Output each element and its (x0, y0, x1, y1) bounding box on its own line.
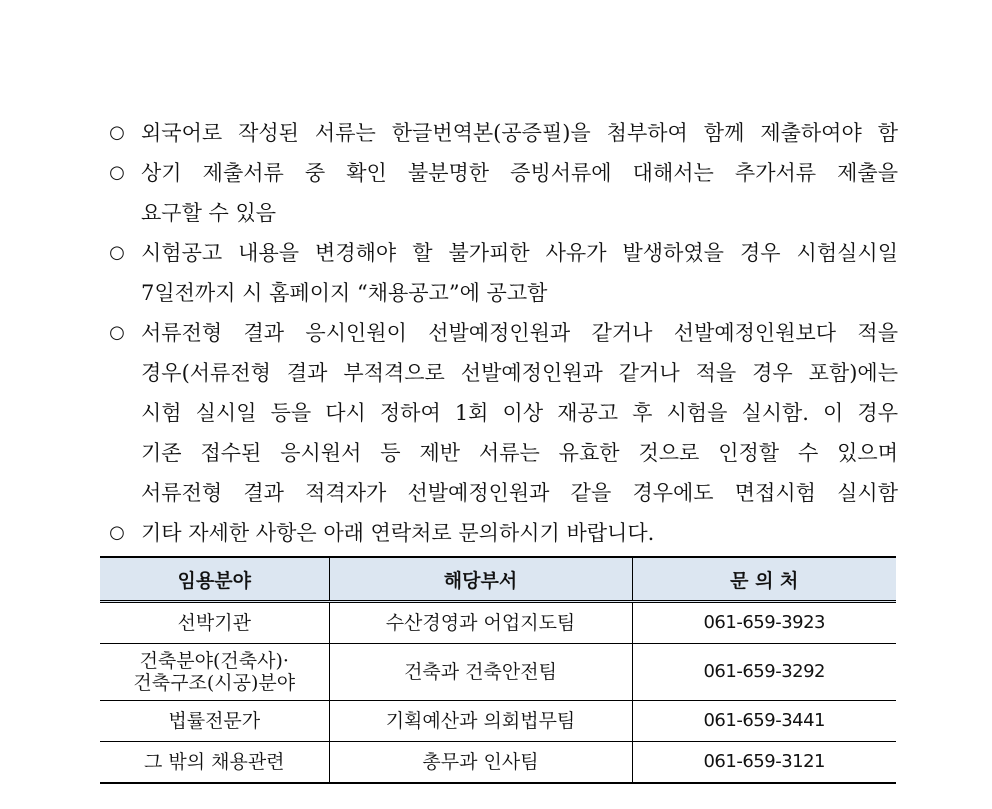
notice-line: 7일전까지 시 홈페이지 “채용공고”에 공고함 (141, 281, 548, 305)
notice-line: 경우(서류전형 결과 부적격으로 선발예정인원과 같거나 적을 경우 포함)에는 (141, 361, 898, 385)
notice-line: 서류전형 결과 응시인원이 선발예정인원과 같거나 선발예정인원보다 적을 (141, 321, 898, 345)
notice-list (108, 113, 898, 553)
table-row (100, 701, 896, 742)
notice-item (108, 513, 898, 553)
table-row (100, 644, 896, 701)
notice-line: 상기 제출서류 중 확인 불분명한 증빙서류에 대해서는 추가서류 제출을 (141, 161, 898, 185)
department-cell: 총무과 인사팀 (329, 742, 632, 784)
notice-line: 외국어로 작성된 서류는 한글번역본(공증필)을 첨부하여 함께 제출하여야 함 (141, 121, 898, 145)
table-header-row (100, 557, 896, 602)
table-row (100, 602, 896, 644)
header-department: 해당부서 (329, 557, 632, 602)
notice-line: 서류전형 결과 적격자가 선발예정인원과 같을 경우에도 면접시험 실시함 (141, 481, 898, 505)
circle-bullet-icon: ○ (109, 322, 125, 343)
table-row (100, 742, 896, 784)
notice-item (108, 153, 898, 233)
notice-line: 요구할 수 있음 (141, 201, 277, 225)
circle-bullet-icon: ○ (109, 522, 125, 543)
contact-table (100, 556, 896, 784)
circle-bullet-icon: ○ (109, 242, 125, 263)
circle-bullet-icon: ○ (109, 122, 125, 143)
circle-bullet-icon: ○ (109, 162, 125, 183)
notice-item (108, 233, 898, 313)
field-cell: 법률전문가 (100, 701, 329, 742)
department-cell: 수산경영과 어업지도팀 (329, 602, 632, 644)
department-cell: 기획예산과 의회법무팀 (329, 701, 632, 742)
notice-item (108, 113, 898, 153)
notice-item (108, 313, 898, 513)
notice-line: 시험 실시일 등을 다시 정하여 1회 이상 재공고 후 시험을 실시함. 이 경우 (141, 401, 898, 425)
phone-cell: 061-659-3441 (632, 701, 896, 742)
phone-cell: 061-659-3121 (632, 742, 896, 784)
header-contact: 문 의 처 (632, 557, 896, 602)
phone-cell: 061-659-3292 (632, 644, 896, 701)
field-cell: 그 밖의 채용관련 (100, 742, 329, 784)
notice-line: 기타 자세한 사항은 아래 연락처로 문의하시기 바랍니다. (141, 521, 655, 545)
field-cell: 건축분야(건축사)· 건축구조(시공)분야 (100, 644, 329, 701)
phone-cell: 061-659-3923 (632, 602, 896, 644)
field-cell: 선박기관 (100, 602, 329, 644)
notice-line: 기존 접수된 응시원서 등 제반 서류는 유효한 것으로 인정할 수 있으며 (141, 441, 898, 465)
department-cell: 건축과 건축안전팀 (329, 644, 632, 701)
header-field: 임용분야 (100, 557, 329, 602)
notice-line: 시험공고 내용을 변경해야 할 불가피한 사유가 발생하였을 경우 시험실시일 (141, 241, 898, 265)
